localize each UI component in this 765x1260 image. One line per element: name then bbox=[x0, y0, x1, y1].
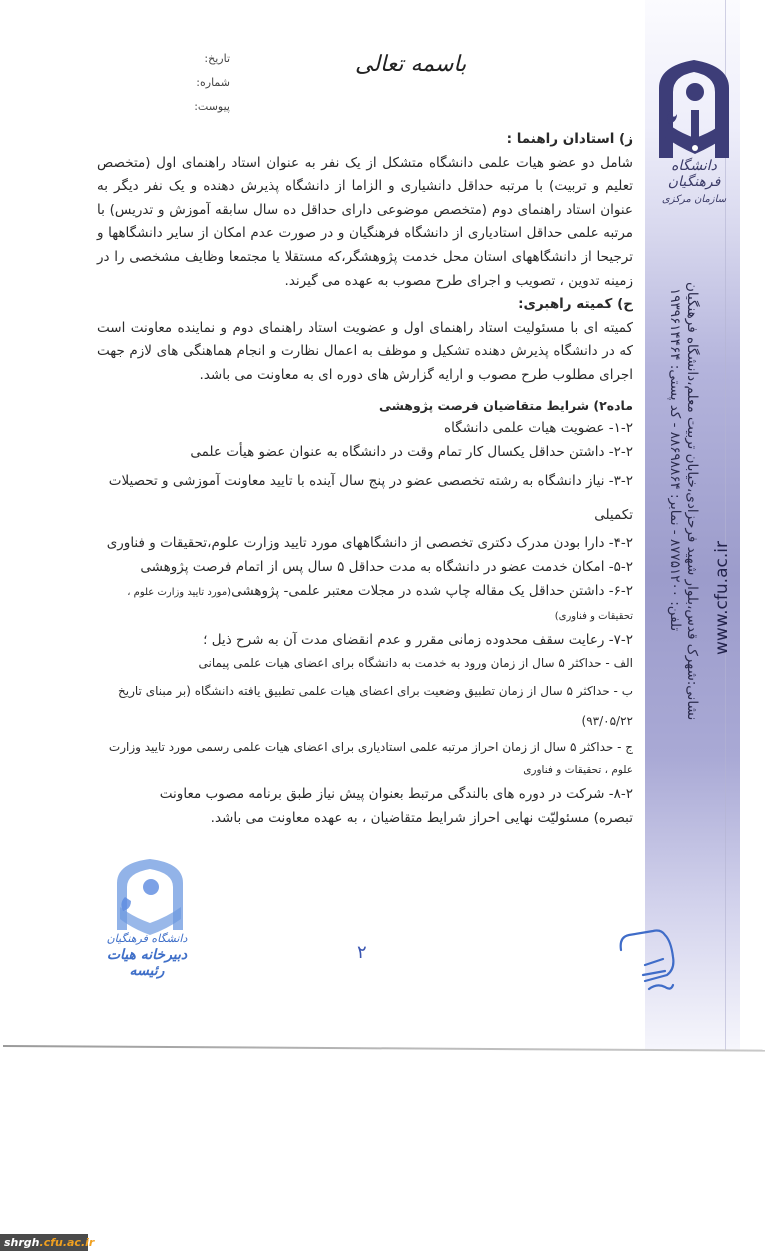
section-h-heading: ح) کمیته راهبری: bbox=[518, 296, 633, 313]
article-2-note: تبصره) مسئولیّت نهایی احراز شرایط متقاضیان ، به عهده معاونت می باشد. bbox=[210, 809, 633, 826]
article-2-item-1: ۱-۲- عضویت هیات علمی دانشگاه bbox=[444, 420, 633, 437]
stamp-line-1: دانشگاه فرهنگیان bbox=[106, 932, 188, 945]
stamp-text bbox=[92, 932, 202, 979]
item-7-sub-a: الف - حداکثر ۵ سال از زمان ورود به خدمت به دانشگاه برای اعضای هیات علمی پیمانی bbox=[198, 656, 633, 671]
letter-meta-labels bbox=[190, 47, 230, 119]
site-watermark bbox=[0, 1234, 95, 1251]
section-h-text: کمیته ای با مسئولیت استاد راهنمای اول و عضویت استاد راهنمای دوم و نماینده معاونت است که در دانشگاه پذیرش دهنده تشکیل و موظف به اعمال نظارت و انجام هماهنگی های لازم جهت اجرای مطلوب طرح مصوب و ارایه گزارش های دوره ای به معاونت می باشد. bbox=[97, 319, 633, 383]
logo-title: دانشگاه فرهنگیان bbox=[667, 158, 721, 190]
section-z-heading: ز) استادان راهنما : bbox=[506, 131, 633, 147]
item-7-sub-c: ج - حداکثر ۵ سال از زمان احراز مرتبه علمی استادیاری برای اعضای هیات علمی رسمی مورد تایید وزارت bbox=[108, 739, 633, 754]
article-2-item-5: ۵-۲- امکان خدمت عضو در دانشگاه به مدت حداقل ۵ سال پس از اتمام فرصت پژوهشی bbox=[140, 558, 633, 575]
letterhead-contact: تلفن: ۸۷۷۵۱۲۰۰ - نمابر: ۸۸۶۹۸۸۶۴ - کد پستی: ۱۹۳۹۶۱۴۴۶۴ bbox=[667, 288, 683, 632]
article-2-item-7: ۷-۲- رعایت سقف محدوده زمانی مقرر و عدم انقضای مدت آن به شرح ذیل ؛ bbox=[203, 631, 633, 648]
article-2-item-6 bbox=[97, 580, 633, 629]
article-2-heading: ماده۲) شرایط متقاضیان فرصت پژوهشی bbox=[378, 397, 633, 413]
article-2-item-8: ۸-۲- شرکت در دوره های بالندگی مرتبط بعنوان پیش نیاز طبق برنامه مصوب معاونت bbox=[159, 786, 633, 803]
item-6-text: ۶-۲- داشتن حداقل یک مقاله چاپ شده در مجلات معتبر علمی- پژوهشی bbox=[231, 582, 633, 599]
article-2-item-4: ۴-۲- دارا بودن مدرک دکتری تخصصی از دانشگاههای مورد تایید وزارت علوم،تحقیقات و فناوری bbox=[106, 535, 633, 552]
signature-icon bbox=[615, 925, 705, 1000]
article-2-item-3: ۳-۲- نیاز دانشگاه به رشته تخصصی عضو در پنج سال آینده با تایید معاونت آموزشی و تحصیلات تکمیلی bbox=[108, 473, 633, 524]
article-2-item-2: ۲-۲- داشتن حداقل یکسال کار تمام وقت در دانشگاه به عنوان عضو هیأت علمی bbox=[190, 443, 633, 460]
letterhead-website: www.cfu.ac.ir bbox=[712, 541, 732, 655]
number-label: شماره: bbox=[196, 76, 230, 89]
item-7-sub-c-note: علوم ، تحقیقات و فناوری bbox=[523, 764, 633, 777]
section-z-text: شامل دو عضو هیات علمی دانشگاه متشکل از یک نفر به عنوان استاد راهنمای اول (متخصص تعلیم و تربیت) با مرتبه حداقل دانشیاری و الزاما از دانشگاه پذیرش دهنده و یک نفر دیگر به عنوان استاد راهنمای دوم (متخصص موضوعی دارای حداقل ده سال سابقه آموزش و تدریس) با مرتبه علمی حداقل استادیاری از دانشگاه فرهنگیان و در صورت عدم امکان از سایر دانشگاهها و ترجیحا از دانشگاههای استان محل خدمت پژوهشگر،که مستقلا یا مجتمعا وظایف مشخصی را در زمینه تدوین ، تصویب و اجرای طرح مصوب به عهده می گیرند. bbox=[97, 154, 633, 289]
page-number: ۲ bbox=[357, 942, 367, 963]
basmala-heading: باسمه تعالی bbox=[355, 52, 467, 77]
logo-subtitle: سازمان مرکزی bbox=[661, 194, 727, 205]
logo-caption bbox=[648, 158, 740, 205]
item-7-sub-b: ب - حداکثر ۵ سال از زمان تطبیق وضعیت برای اعضای هیات علمی تطبیق یافته دانشگاه (بر مبنای تاریخ ۹۳/۰۵/۲۲) bbox=[118, 683, 633, 728]
item-6-note: (مورد تایید وزارت علوم ، تحقیقات و فناوری) bbox=[127, 586, 633, 623]
watermark-domain: .cfu.ac.ir bbox=[39, 1236, 95, 1249]
watermark-prefix: shrgh bbox=[4, 1236, 40, 1249]
letterhead-address: نشانی:شهرک قدس،بلوار شهید فرحزادی،خیابان تربیت معلم،دانشگاه فرهنگیان bbox=[684, 282, 700, 721]
stamp-line-2: دبیرخانه هیات رئیسه bbox=[106, 947, 188, 979]
date-label: تاریخ: bbox=[204, 52, 230, 65]
letter-body bbox=[97, 128, 633, 830]
university-logo-icon bbox=[655, 58, 733, 158]
attachment-label: پیوست: bbox=[194, 100, 230, 113]
